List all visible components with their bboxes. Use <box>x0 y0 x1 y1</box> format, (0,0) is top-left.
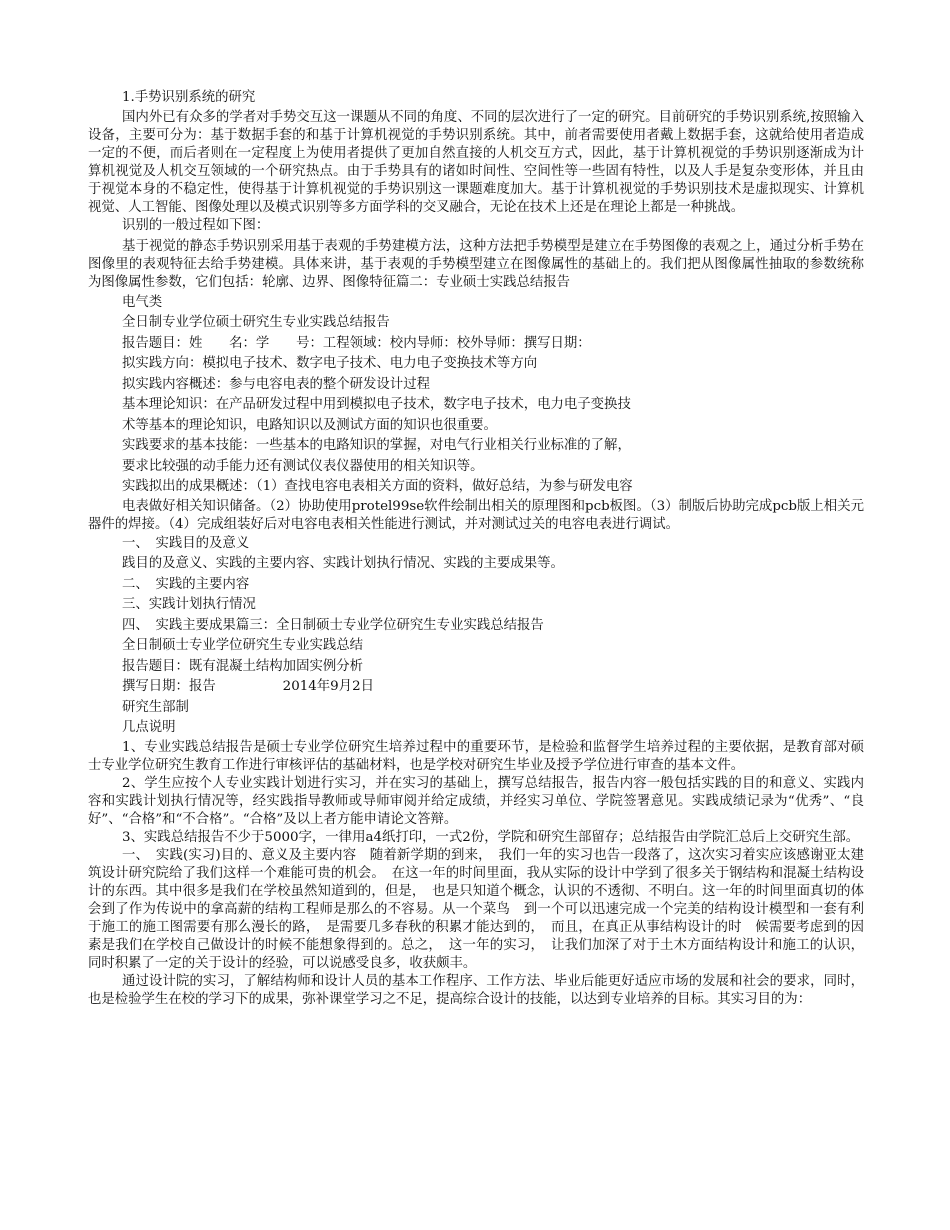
text-line: 拟实践方向：模拟电子技术、数字电子技术、电力电子变换技术等方向 <box>122 356 538 371</box>
section-heading: 1.手势识别系统的研究 <box>122 90 256 105</box>
paragraph: 3、实践总结报告不少于5000字，一律用a4纸打印，一式2份，学院和研究生部留存；总结报告由学院汇总后上交研究生部。 <box>122 829 860 845</box>
text-line: 电气类 <box>122 294 163 310</box>
paragraph: 1、专业实践总结报告是硕士专业学位研究生培养过程中的重要环节，是检验和监督学生培养过程的主要依据，是教育部对硕士专业学位研究生教育工作进行审核评估的基础材料，也是学校对研究生毕业及授予学位进行审查的基本文件。 <box>88 739 864 773</box>
paragraph: 国内外已有众多的学者对手势交互这一课题从不同的角度、不同的层次进行了一定的研究。目前研究的手势识别系统,按照输入设备，主要可分为：基于数据手套的和基于计算机视觉的手势识别系统。其中，前者需要使用者戴上数据手套，这就给使用者造成一定的不便，而后者则在一定程度上为使用者提供了更加自然直接的人机交互方式，因此，基于计算机视觉的手势识别逐渐成为计算机视觉及人机交互领域的一个研究热点。由于手势具有的诸如时间性、空间性等一些固有特性，以及人手是复杂变形体，并且由于视觉本身的不稳定性，使得基于计算机视觉的手势识别这一课题难度加大。基于计算机视觉的手势识别技术是虚拟现实、计算机视觉、人工智能、图像处理以及模式识别等多方面学科的交叉融合，无论在技术上还是在理论上都是一种挑战。 <box>88 109 864 215</box>
text-line: 全日制专业学位硕士研究生专业实践总结报告 <box>122 315 390 330</box>
text-line: 践目的及意义、实践的主要内容、实践计划执行情况、实践的主要成果等。 <box>122 556 564 571</box>
text-line: 报告题目：姓 名：学 号：工程领域：校内导师：校外导师：撰写日期： <box>122 335 591 351</box>
text-line: 一、 实践目的及意义 <box>122 535 250 551</box>
text-line: 研究生部制 <box>122 699 189 715</box>
paragraph: 通过设计院的实习，了解结构师和设计人员的基本工作程序、工作方法、毕业后能更好适应市场的发展和社会的要求，同时，也是检验学生在校的学习下的成果，弥补课堂学习之不足，提高综合设计的技能，以达到专业培养的目标。其实习目的为： <box>88 973 864 1007</box>
text-line: 基本理论知识：在产品研发过程中用到模拟电子技术，数字电子技术，电力电子变换技 <box>122 397 631 412</box>
text-line: 报告题目：既有混凝土结构加固实例分析 <box>122 658 364 674</box>
text-line: 要求比较强的动手能力还有测试仪表仪器使用的相关知识等。 <box>122 458 484 474</box>
text-line: 全日制硕士专业学位研究生专业实践总结 <box>122 638 364 653</box>
text-line: 几点说明 <box>122 720 176 735</box>
text-line: 三、实践计划执行情况 <box>122 597 256 612</box>
text-line: 拟实践内容概述：参与电容电表的整个研发设计过程 <box>122 376 430 392</box>
text-line: 实践要求的基本技能：一些基本的电路知识的掌握，对电气行业相关行业标准的了解， <box>122 438 631 453</box>
paragraph: 基于视觉的静态手势识别采用基于表观的手势建模方法，这种方法把手势模型是建立在手势图像的表观之上，通过分析手势在图像里的表观特征去给手势建模。具体来讲，基于表观的手势模型建立在图像属性的基础上的。我们把从图像属性抽取的参数统称为图像属性参数，它们包括：轮廓、边界、图像特征篇二：专业硕士实践总结报告 <box>88 238 864 290</box>
text-line: 四、 实践主要成果篇三：全日制硕士专业学位研究生专业实践总结报告 <box>122 617 544 633</box>
text-line: 撰写日期：报告 2014年9月2日 <box>122 679 374 694</box>
paragraph: 电表做好相关知识储备。（2）协助使用protel99se软件绘制出相关的原理图和pcb板图。（3）制版后协助完成pcb版上相关元器件的焊接。（4）完成组装好后对电容电表相关性能进行测试，并对测试过关的电容电表进行调试。 <box>88 498 864 532</box>
paragraph: 一、 实践(实习)目的、意义及主要内容 随着新学期的到来， 我们一年的实习也告一段落了，这次实习着实应该感谢亚太建筑设计研究院给了我们这样一个难能可贵的机会。 在这一年的时间里面，我从实际的设计中学到了很多关于钢结构和混凝土结构设计的东西。其中很多是我们在学校虽然知道到的，但是， 也是只知道个概念，认识的不透彻、不明白。这一年的时间里面真切的体会到了作为传说中的拿高薪的结构工程师是那么的不容易。从一个菜鸟 到一个可以迅速完成一个完美的结构设计模型和一套有利于施工的施工图需要有那么漫长的路， 是需要几多春秋的积累才能达到的， 而且，在真正从事结构设计的时 候需要考虑到的因素是我们在学校自己做设计的时候不能想象得到的。总之， 这一年的实习， 让我们加深了对于土木方面结构设计和施工的认识，同时积累了一定的关于设计的经验，可以说感受良多，收获颇丰。 <box>88 847 864 971</box>
text-line: 实践拟出的成果概述：（1）查找电容电表相关方面的资料，做好总结，为参与研发电容 <box>122 479 633 494</box>
text-line: 二、 实践的主要内容 <box>122 576 250 592</box>
document-page <box>88 88 864 1009</box>
paragraph: 2、学生应按个人专业实践计划进行实习，并在实习的基础上，撰写总结报告，报告内容一般包括实践的目的和意义、实践内容和实践计划执行情况等，经实践指导教师或导师审阅并给定成绩，并经实习单位、学院签署意见。实践成绩记录为“优秀”、“良好”、“合格”和“不合格”。“合格”及以上者方能申请论文答辩。 <box>88 775 864 827</box>
text-line: 术等基本的理论知识，电路知识以及测试方面的知识也很重要。 <box>122 417 497 433</box>
paragraph: 识别的一般过程如下图： <box>122 217 270 233</box>
